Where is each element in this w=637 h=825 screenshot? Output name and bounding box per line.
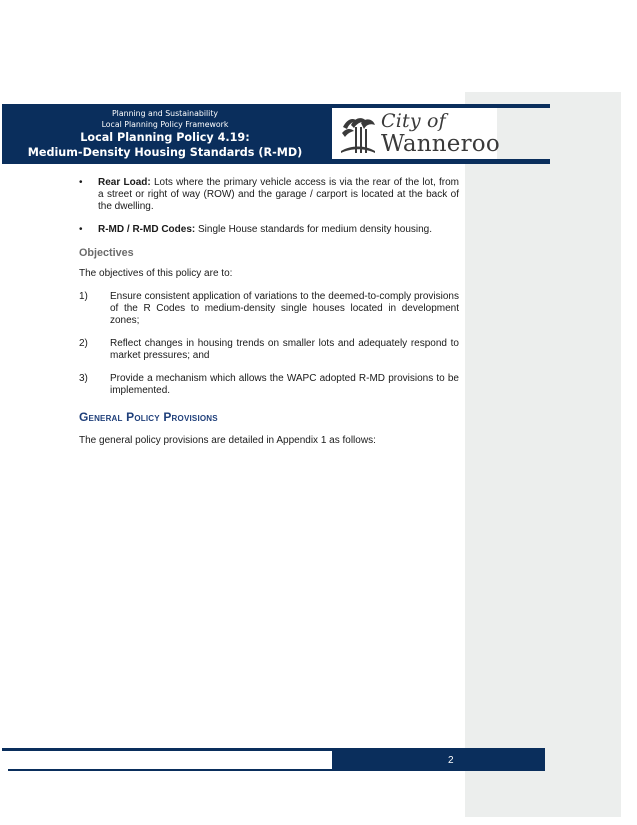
logo-city-text: City of <box>381 110 446 132</box>
bullet-icon: • <box>79 177 83 188</box>
objective-text: Reflect changes in housing trends on smaller lots and adequately respond to market pressures; and <box>110 338 459 361</box>
document-body <box>79 177 459 458</box>
definition-text: Lots where the primary vehicle access is via the rear of the lot, from a street or right of way (ROW) and the garage / carport is located at the back of the dwelling. <box>98 177 459 212</box>
header-framework: Local Planning Policy Framework <box>101 120 229 129</box>
objectives-intro: The objectives of this policy are to: <box>79 268 233 279</box>
definition-term: Rear Load: <box>98 177 151 188</box>
policy-number: Local Planning Policy 4.19: <box>80 131 250 144</box>
logo-name-text: Wanneroo <box>381 131 500 157</box>
bullet-icon: • <box>79 224 83 235</box>
objective-text: Ensure consistent application of variations to the deemed-to-comply provisions of the R Codes to medium-density single houses located in development zones; <box>110 291 459 326</box>
objective-item <box>79 291 459 327</box>
objective-text: Provide a mechanism which allows the WAPC adopted R-MD provisions to be implemented. <box>110 373 459 396</box>
objective-number: 2) <box>79 338 88 349</box>
side-panel <box>465 92 621 817</box>
objectives-heading: Objectives <box>79 247 134 259</box>
objective-number: 3) <box>79 373 88 384</box>
general-provisions-text: The general policy provisions are detailed in Appendix 1 as follows: <box>79 435 376 446</box>
general-provisions-heading: General Policy Provisions <box>79 410 218 424</box>
definition-rear-load <box>79 177 459 213</box>
header-department: Planning and Sustainability <box>111 109 218 118</box>
page-number: 2 <box>448 755 454 766</box>
policy-title: Medium-Density Housing Standards (R-MD) <box>27 146 303 159</box>
objective-item <box>79 338 459 362</box>
definition-term: R-MD / R-MD Codes: <box>98 224 196 235</box>
definition-rmd-codes <box>79 224 459 236</box>
definition-text: Single House standards for medium density housing. <box>195 224 433 235</box>
header-text <box>2 108 328 160</box>
objective-number: 1) <box>79 291 88 302</box>
footer-bottom-line <box>8 769 545 771</box>
wanneroo-emblem-icon <box>339 113 377 155</box>
objective-item <box>79 373 459 397</box>
footer-cap <box>537 748 545 770</box>
footer-band <box>332 751 537 769</box>
